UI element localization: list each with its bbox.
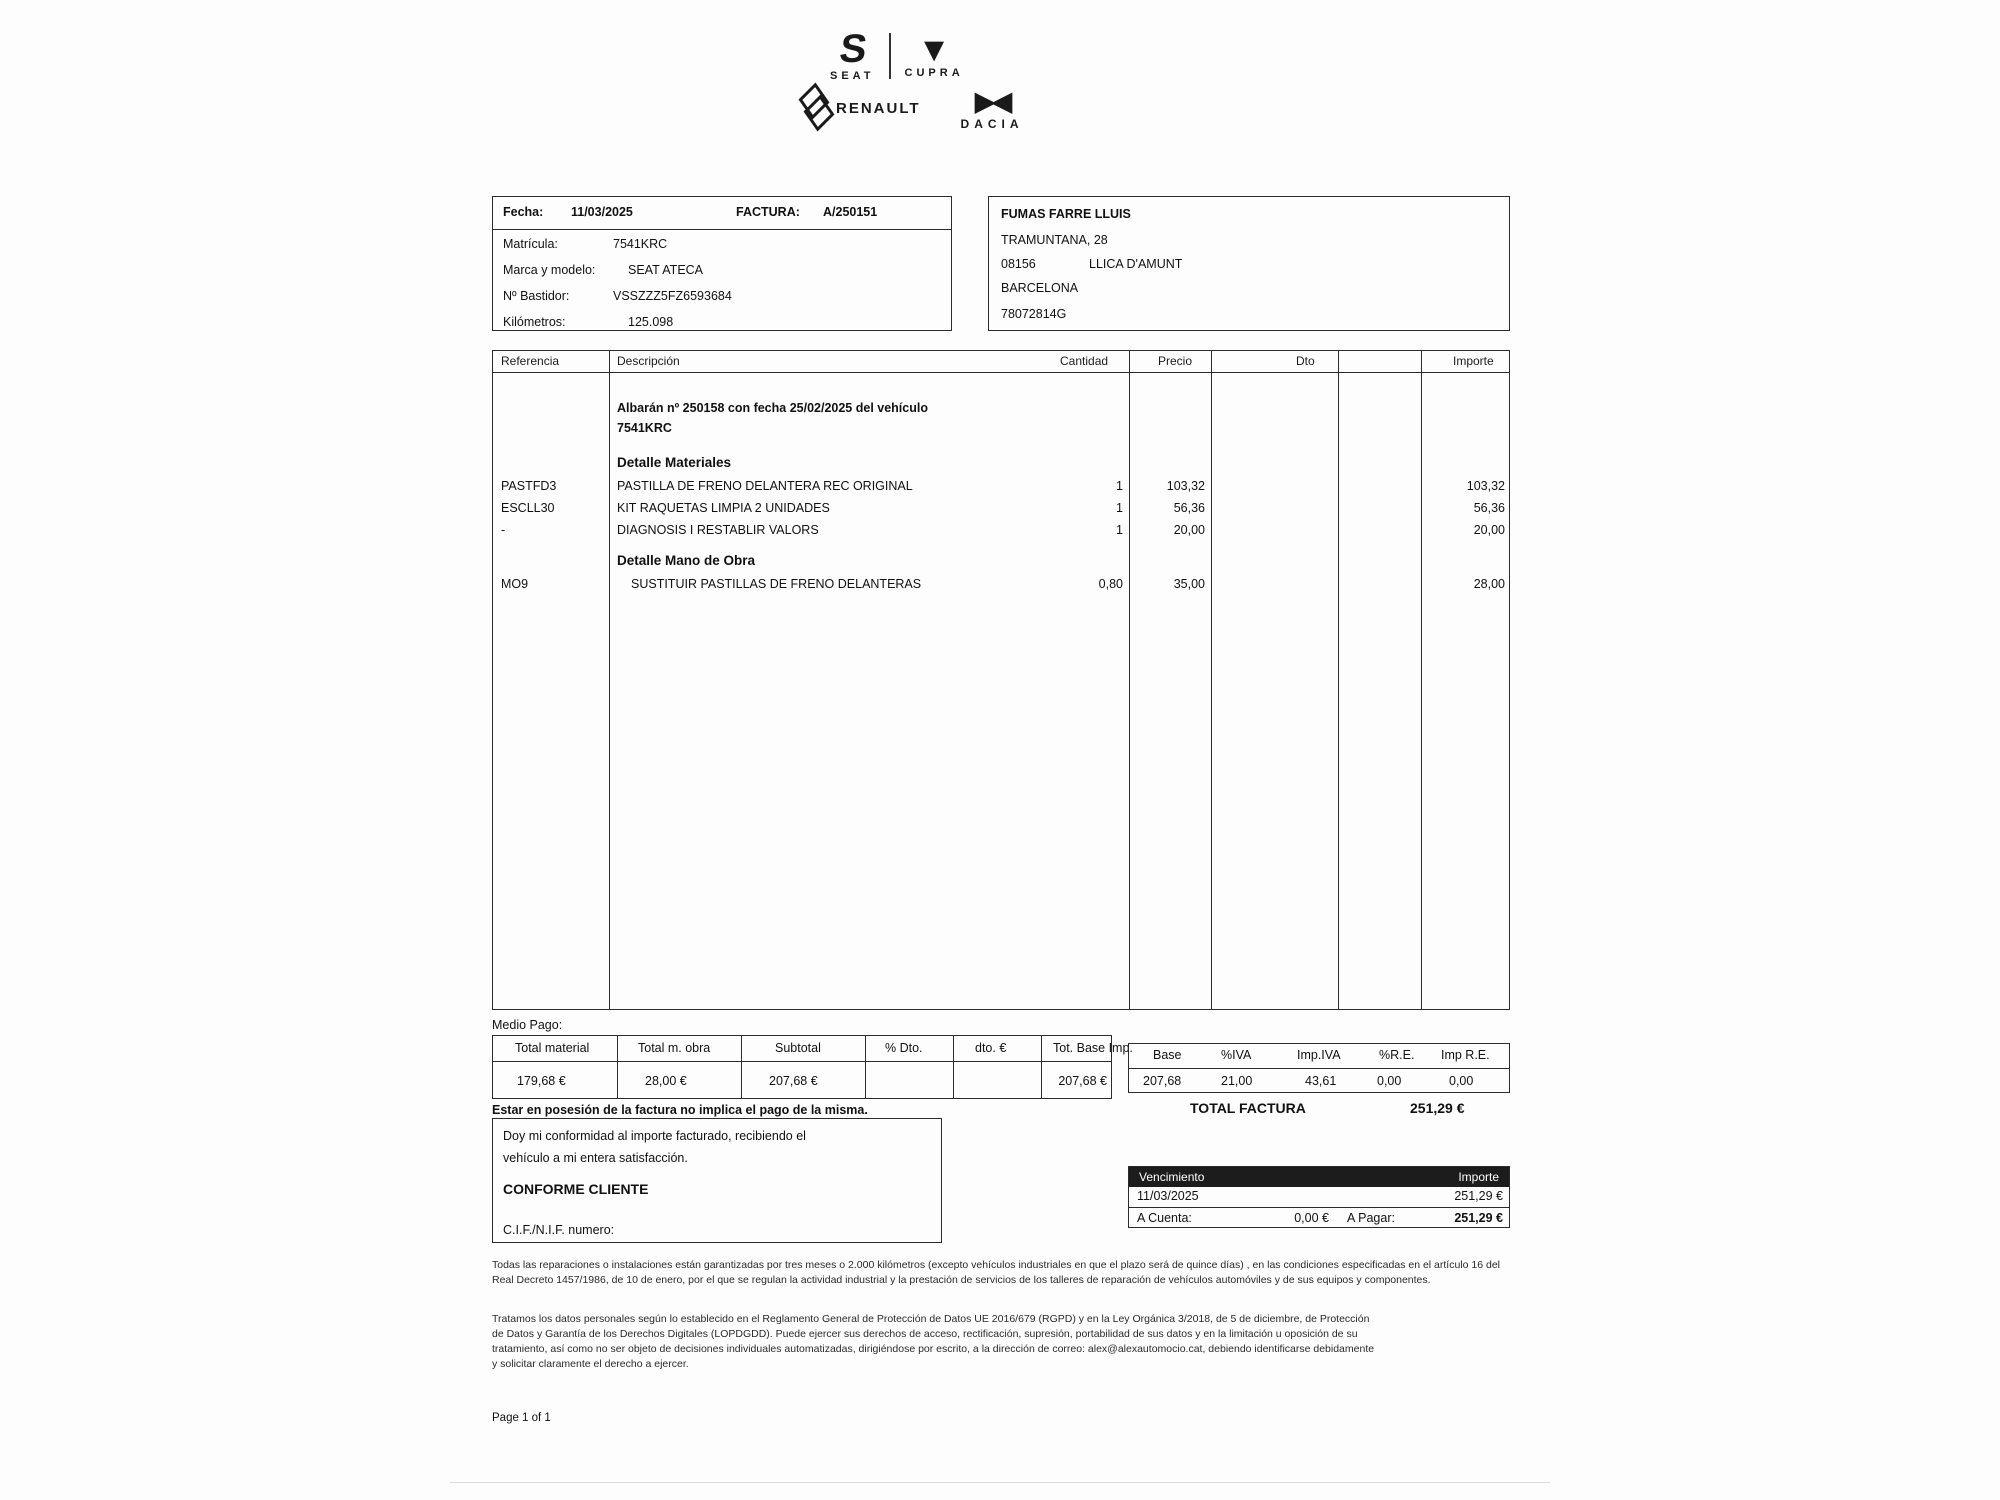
labour-0-cantidad: 0,80 — [1098, 577, 1123, 591]
due-col-importe: Importe — [1458, 1170, 1499, 1184]
albaran-line-2: 7541KRC — [617, 421, 672, 435]
row-0-importe: 103,32 — [1466, 479, 1505, 493]
tot-col-subtotal: Subtotal — [775, 1041, 821, 1055]
labour-0-referencia: MO9 — [501, 577, 529, 591]
total-factura-label: TOTAL FACTURA — [1190, 1100, 1306, 1116]
matricula-label: Matrícula: — [503, 237, 558, 251]
tot-val-material: 179,68 € — [517, 1074, 566, 1088]
acuenta-value: 0,00 € — [1294, 1211, 1329, 1225]
seat-cupra-logos — [830, 27, 964, 82]
legal-guarantee-text: Todas las reparaciones o instalaciones están garantizadas por tres meses o 2.000 kilómetros (excepto vehículos industriales en que el plazo será de quince días) , en las condiciones especificadas en el artículo 16 del Real Decreto 1457/1986, de 10 de enero, por el que se regulan la actividad industrial y la prestación de servicios de los talleres de reparación de vehículos automóviles y de sus equipos y componentes. — [492, 1259, 1500, 1286]
col-dto: Dto — [1296, 354, 1315, 368]
tax-val-base: 207,68 — [1143, 1074, 1182, 1088]
tax-val-impre: 0,00 — [1449, 1074, 1474, 1088]
seat-wordmark: SEAT — [830, 70, 875, 82]
tax-col-impiva: Imp.IVA — [1297, 1048, 1341, 1062]
dacia-wordmark: DACIA — [960, 117, 1024, 131]
row-2-cantidad: 1 — [1116, 523, 1123, 537]
vehicle-info-box — [492, 196, 952, 331]
fecha-value: 11/03/2025 — [571, 205, 633, 219]
customer-zip: 08156 — [1001, 257, 1036, 271]
page-number: Page 1 of 1 — [492, 1412, 551, 1424]
renault-wordmark: RENAULT — [836, 100, 921, 117]
marca-value: SEAT ATECA — [628, 263, 704, 277]
marca-label: Marca y modelo: — [503, 263, 596, 277]
tot-col-mobra: Total m. obra — [638, 1041, 711, 1055]
page-bottom-rule — [450, 1482, 1550, 1483]
customer-conformity-box — [492, 1118, 942, 1243]
tax-table — [1128, 1043, 1510, 1093]
renault-diamond-icon — [800, 87, 826, 131]
row-1-referencia: ESCLL30 — [501, 501, 555, 515]
apagar-label: A Pagar: — [1347, 1211, 1395, 1225]
cupra-logo — [905, 33, 964, 79]
matricula-value: 7541KRC — [613, 237, 668, 251]
row-0-precio: 103,32 — [1166, 479, 1205, 493]
conformity-title: CONFORME CLIENTE — [503, 1181, 649, 1197]
tot-col-baseimp: Tot. Base Imp. — [1053, 1041, 1133, 1055]
kilometros-value: 125.098 — [628, 315, 674, 329]
col-referencia: Referencia — [501, 354, 560, 368]
tax-val-pctiva: 21,00 — [1221, 1074, 1253, 1088]
col-cantidad: Cantidad — [1060, 354, 1109, 368]
factura-value: A/250151 — [823, 205, 878, 219]
tot-col-dtoeur: dto. € — [975, 1041, 1007, 1055]
labour-0-importe: 28,00 — [1473, 577, 1505, 591]
row-2-precio: 20,00 — [1173, 523, 1205, 537]
col-importe: Importe — [1453, 354, 1494, 368]
row-0-referencia: PASTFD3 — [501, 479, 557, 493]
conformity-nif-line: C.I.F./N.I.F. numero: — [503, 1223, 615, 1237]
row-1-cantidad: 1 — [1116, 501, 1123, 515]
customer-address: TRAMUNTANA, 28 — [1001, 233, 1108, 247]
tax-col-impre: Imp R.E. — [1441, 1048, 1490, 1062]
due-date: 11/03/2025 — [1137, 1189, 1199, 1203]
tot-val-mobra: 28,00 € — [645, 1074, 687, 1088]
col-descripcion: Descripción — [617, 354, 680, 368]
due-col-vencimiento: Vencimiento — [1139, 1170, 1205, 1184]
seat-logo — [830, 27, 875, 82]
payment-notice: Estar en posesión de la factura no implica el pago de la misma. — [492, 1103, 868, 1117]
row-2-importe: 20,00 — [1473, 523, 1505, 537]
dacia-logo — [961, 86, 1024, 131]
row-2-descripcion: DIAGNOSIS I RESTABLIR VALORS — [617, 523, 819, 537]
bastidor-value: VSSZZZ5FZ6593684 — [613, 289, 732, 303]
customer-nif: 78072814G — [1001, 307, 1067, 321]
due-table-header — [1129, 1167, 1509, 1187]
row-0-cantidad: 1 — [1116, 479, 1123, 493]
cupra-symbol-icon: ▼ — [917, 31, 951, 69]
brand-logos — [790, 27, 1210, 140]
section-mano-obra: Detalle Mano de Obra — [617, 553, 756, 568]
kilometros-label: Kilómetros: — [503, 315, 566, 329]
row-0-descripcion: PASTILLA DE FRENO DELANTERA REC ORIGINAL — [617, 479, 913, 493]
tot-val-baseimp: 207,68 € — [1058, 1074, 1107, 1088]
logo-divider — [889, 33, 891, 79]
due-date-table — [1128, 1166, 1510, 1228]
seat-symbol-icon: S — [836, 27, 868, 71]
tax-val-impiva: 43,61 — [1305, 1074, 1337, 1088]
customer-province: BARCELONA — [1001, 281, 1079, 295]
tax-val-pctre: 0,00 — [1377, 1074, 1402, 1088]
fecha-label: Fecha: — [503, 205, 544, 219]
total-factura-value: 251,29 € — [1410, 1100, 1465, 1116]
medio-pago-label: Medio Pago: — [492, 1018, 563, 1032]
tax-col-pctre: %R.E. — [1379, 1048, 1415, 1062]
items-table — [492, 350, 1510, 1010]
bastidor-label: Nº Bastidor: — [503, 289, 570, 303]
dacia-symbol-icon: ▶◀ — [975, 86, 1010, 116]
labour-0-descripcion: SUSTITUIR PASTILLAS DE FRENO DELANTERAS — [631, 577, 922, 591]
row-1-descripcion: KIT RAQUETAS LIMPIA 2 UNIDADES — [617, 501, 830, 515]
row-1-importe: 56,36 — [1473, 501, 1505, 515]
acuenta-label: A Cuenta: — [1137, 1211, 1192, 1225]
tot-val-subtotal: 207,68 € — [769, 1074, 818, 1088]
totals-left-table — [492, 1035, 1133, 1099]
conformity-line-1: Doy mi conformidad al importe facturado, recibiendo el — [503, 1129, 806, 1143]
legal-gdpr-text: Tratamos los datos personales según lo establecido en el Reglamento General de Protección de Datos UE 2016/679 (RGPD) y en la Ley Orgánica 3/2018, de 5 de diciembre, de Protección de Datos y Garantía de los Derechos Digitales (LOPDGDD). Puede ejercer sus derechos de acceso, rectificación, supresión, portabilidad de sus datos y en la limitación u oposición de su tratamiento, así como no ser objeto de decisiones individuales automatizadas, dirigiéndose por escrito, a la dirección de correo: alex@alexautomocio.cat, debiendo identificarse debidamente y solicitar claramente el derecho a ejercer. — [492, 1313, 1375, 1370]
due-amount: 251,29 € — [1454, 1189, 1503, 1203]
tot-col-pctdto: % Dto. — [885, 1041, 923, 1055]
apagar-value: 251,29 € — [1454, 1211, 1503, 1225]
renault-dacia-logos — [800, 86, 1024, 131]
albaran-line-1: Albarán nº 250158 con fecha 25/02/2025 del vehículo — [617, 401, 928, 415]
tot-col-material: Total material — [515, 1041, 590, 1055]
row-1-precio: 56,36 — [1173, 501, 1205, 515]
labour-0-precio: 35,00 — [1173, 577, 1205, 591]
tax-col-base: Base — [1153, 1048, 1182, 1062]
factura-label: FACTURA: — [736, 205, 800, 219]
customer-info-box — [988, 196, 1510, 331]
tax-col-pctiva: %IVA — [1221, 1048, 1252, 1062]
col-precio: Precio — [1158, 354, 1193, 368]
cupra-wordmark: CUPRA — [904, 67, 964, 79]
customer-city: LLICA D'AMUNT — [1089, 257, 1183, 271]
renault-logo — [800, 87, 921, 131]
conformity-line-2: vehículo a mi entera satisfacción. — [503, 1151, 688, 1165]
row-2-referencia: - — [501, 523, 506, 537]
customer-name: FUMAS FARRE LLUIS — [1001, 207, 1131, 221]
section-materiales: Detalle Materiales — [617, 455, 732, 470]
